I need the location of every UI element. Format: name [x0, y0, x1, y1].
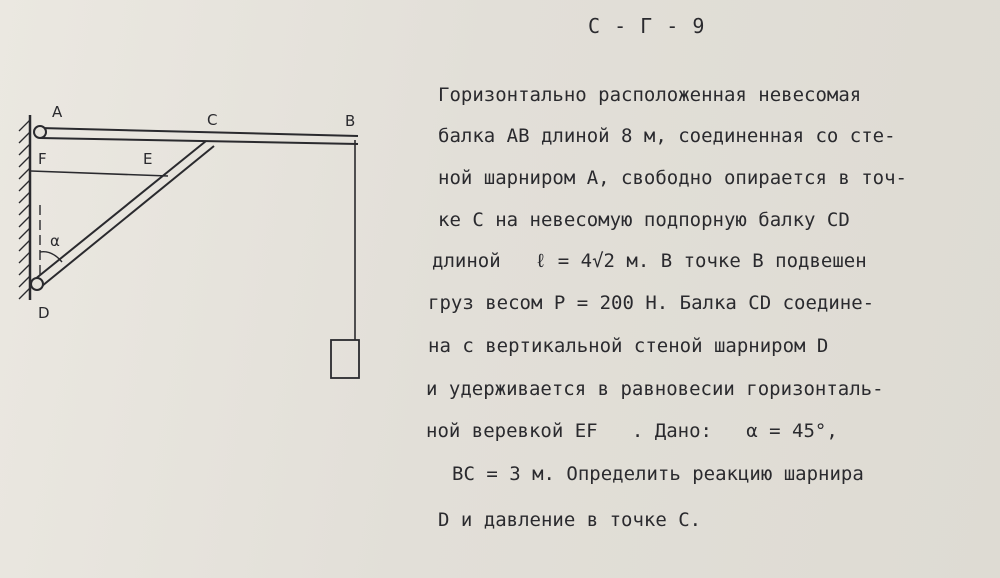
text-line-6: груз весом Р = 200 Н. Балка СD соедине- [428, 292, 875, 314]
text-line-11: D и давление в точке С. [438, 509, 702, 531]
weight-box [331, 340, 359, 378]
text-line-10: ВС = 3 м. Определить реакцию шарнира [452, 463, 864, 485]
wall [19, 115, 30, 300]
label-f: F [38, 150, 47, 168]
text-line-1: Горизонтально расположенная невесомая [438, 84, 862, 106]
rope-ef [31, 171, 168, 176]
text-line-9: ной веревкой ЕF . Дано: α = 45°, [426, 420, 838, 442]
hinge-d [31, 278, 43, 290]
label-d: D [38, 304, 50, 322]
text-line-2: балка АВ длиной 8 м, соединенная со сте- [438, 125, 896, 147]
strut-cd [34, 141, 214, 286]
label-alpha: α [50, 232, 60, 250]
label-e: E [143, 150, 153, 168]
hinge-a [34, 126, 46, 138]
mechanics-diagram [0, 0, 400, 400]
text-line-5: длиной ℓ = 4√2 м. В точке В подвешен [432, 250, 867, 272]
label-a: A [52, 103, 63, 121]
text-line-7: на с вертикальной стеной шарниром D [428, 335, 829, 357]
text-line-3: ной шарниром А, свободно опирается в точ- [438, 167, 907, 189]
problem-title: С - Г - 9 [588, 14, 706, 38]
label-b: B [345, 112, 356, 130]
label-c: C [207, 111, 218, 129]
text-line-4: ке С на невесомую подпорную балку СD [438, 209, 850, 231]
beam-ab [40, 128, 358, 144]
text-line-8: и удерживается в равновесии горизонталь- [426, 378, 884, 400]
